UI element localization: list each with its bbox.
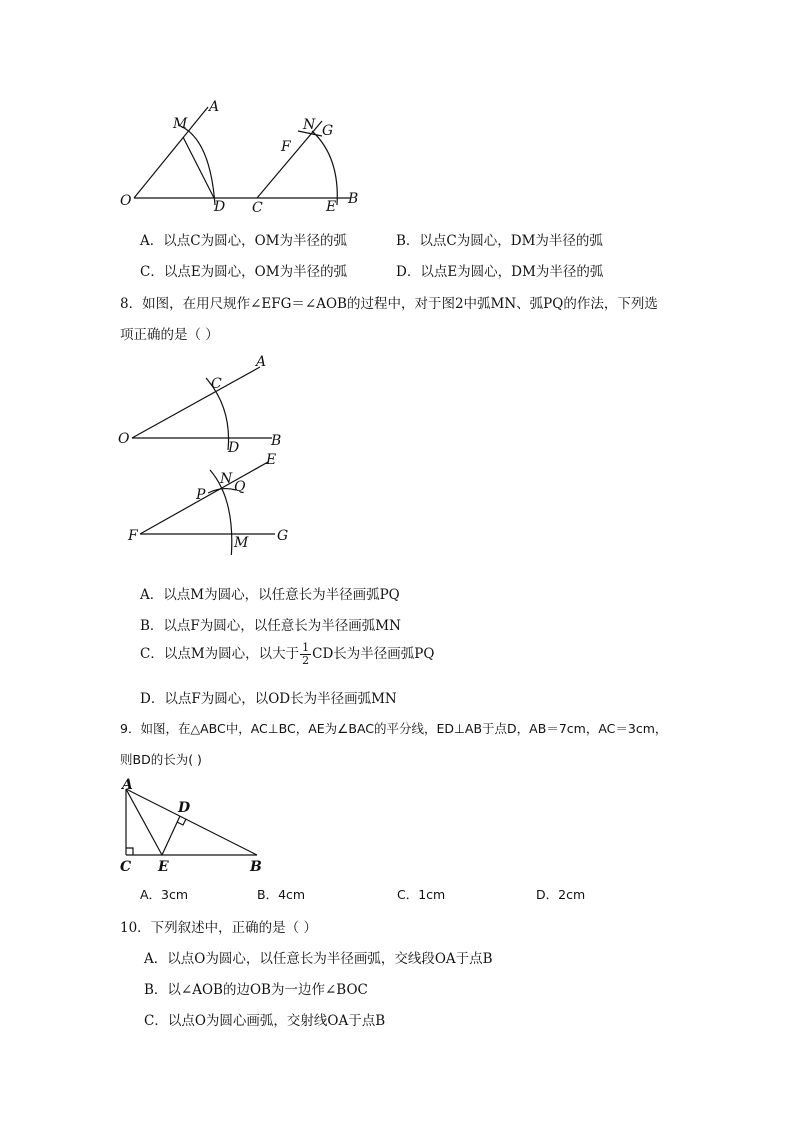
label-n: N <box>303 117 316 133</box>
q8-option-c-suffix: CD长为半径画弧PQ <box>312 646 435 662</box>
q10-option-a: A．以点O为圆心，以任意长为半径画弧，交线段OA于点B <box>144 951 493 967</box>
label-d-tri: D <box>178 800 191 816</box>
label-e-tri: E <box>158 859 169 875</box>
q9-stem-line1: 9．如图，在△ABC中，AC⊥BC，AE为∠BAC的平分线，ED⊥AB于点D，AB＝7cm，AC＝3cm， <box>120 721 668 736</box>
label-g: G <box>322 123 334 139</box>
arc-pq <box>208 489 236 493</box>
q9-option-a: A．3cm <box>140 887 189 902</box>
q7-option-c: C．以点E为圆心，OM为半径的弧 <box>140 264 348 280</box>
label-a: A <box>209 99 220 115</box>
label-b: B <box>348 191 359 207</box>
q7-option-a: A．以点C为圆心，OM为半径的弧 <box>140 233 347 249</box>
label-e: E <box>326 199 337 215</box>
label-c-tri: C <box>120 859 132 875</box>
label-b-tri: B <box>250 859 262 875</box>
label-m-fig2: M <box>234 535 249 551</box>
q10-option-b: B．以∠AOB的边OB为一边作∠BOC <box>144 982 368 998</box>
label-m: M <box>173 116 188 132</box>
q7-option-d: D．以点E为圆心，DM为半径的弧 <box>396 264 604 280</box>
label-c-fig1: C <box>211 376 222 392</box>
q7-option-b: B．以点C为圆心，DM为半径的弧 <box>396 233 603 249</box>
fraction-denominator: 2 <box>302 654 310 667</box>
label-c: C <box>252 200 263 216</box>
label-n-fig2: N <box>220 471 233 487</box>
arc-ne <box>312 131 337 205</box>
q7-figure <box>110 95 370 220</box>
q9-option-b: B．4cm <box>257 887 306 902</box>
label-a-fig1: A <box>256 354 267 370</box>
segment-ae <box>126 789 162 855</box>
label-o: O <box>120 193 132 209</box>
q8-option-c-prefix: C．以点M为圆心，以大于 <box>140 646 300 662</box>
q9-option-d: D．2cm <box>536 887 586 902</box>
label-b-fig1: B <box>271 433 282 449</box>
label-o-fig1: O <box>118 431 130 447</box>
label-q-fig2: Q <box>234 479 246 495</box>
label-f-fig2: F <box>128 528 138 544</box>
q9-figure <box>112 775 272 875</box>
label-f: F <box>281 139 291 155</box>
label-p-fig2: P <box>196 487 206 503</box>
label-d-fig1: D <box>228 440 240 456</box>
q8-option-d: D．以点F为圆心，以OD长为半径画弧MN <box>140 691 397 707</box>
ray-oa-fig1 <box>132 367 260 438</box>
side-ab <box>126 789 257 855</box>
fraction-numerator: 1 <box>302 641 310 654</box>
q8-stem-line1: 8．如图，在用尺规作∠EFG＝∠AOB的过程中，对于图2中弧MN、弧PQ的作法，下列选 <box>120 296 658 312</box>
q8-option-c <box>140 642 434 667</box>
fraction-one-half <box>300 642 311 667</box>
q9-option-c: C．1cm <box>397 887 446 902</box>
q8-option-b: B．以点F为圆心，以任意长为半径画弧MN <box>140 618 401 634</box>
q8-stem-line2: 项正确的是（ ） <box>120 327 219 343</box>
q10-option-c: C．以点O为圆心画弧，交射线OA于点B <box>144 1013 386 1029</box>
q8-figure <box>110 350 300 555</box>
label-e-fig2: E <box>266 452 277 468</box>
label-g-fig2: G <box>277 528 289 544</box>
q10-stem: 10．下列叙述中，正确的是（ ） <box>120 920 317 936</box>
label-a-tri: A <box>122 777 133 793</box>
right-angle-c <box>126 848 133 855</box>
q9-stem-line2: 则BD的长为( ) <box>120 752 202 767</box>
label-d: D <box>214 199 226 215</box>
ray-oa <box>134 107 208 198</box>
q8-option-a: A．以点M为圆心，以任意长为半径画弧PQ <box>140 587 400 603</box>
